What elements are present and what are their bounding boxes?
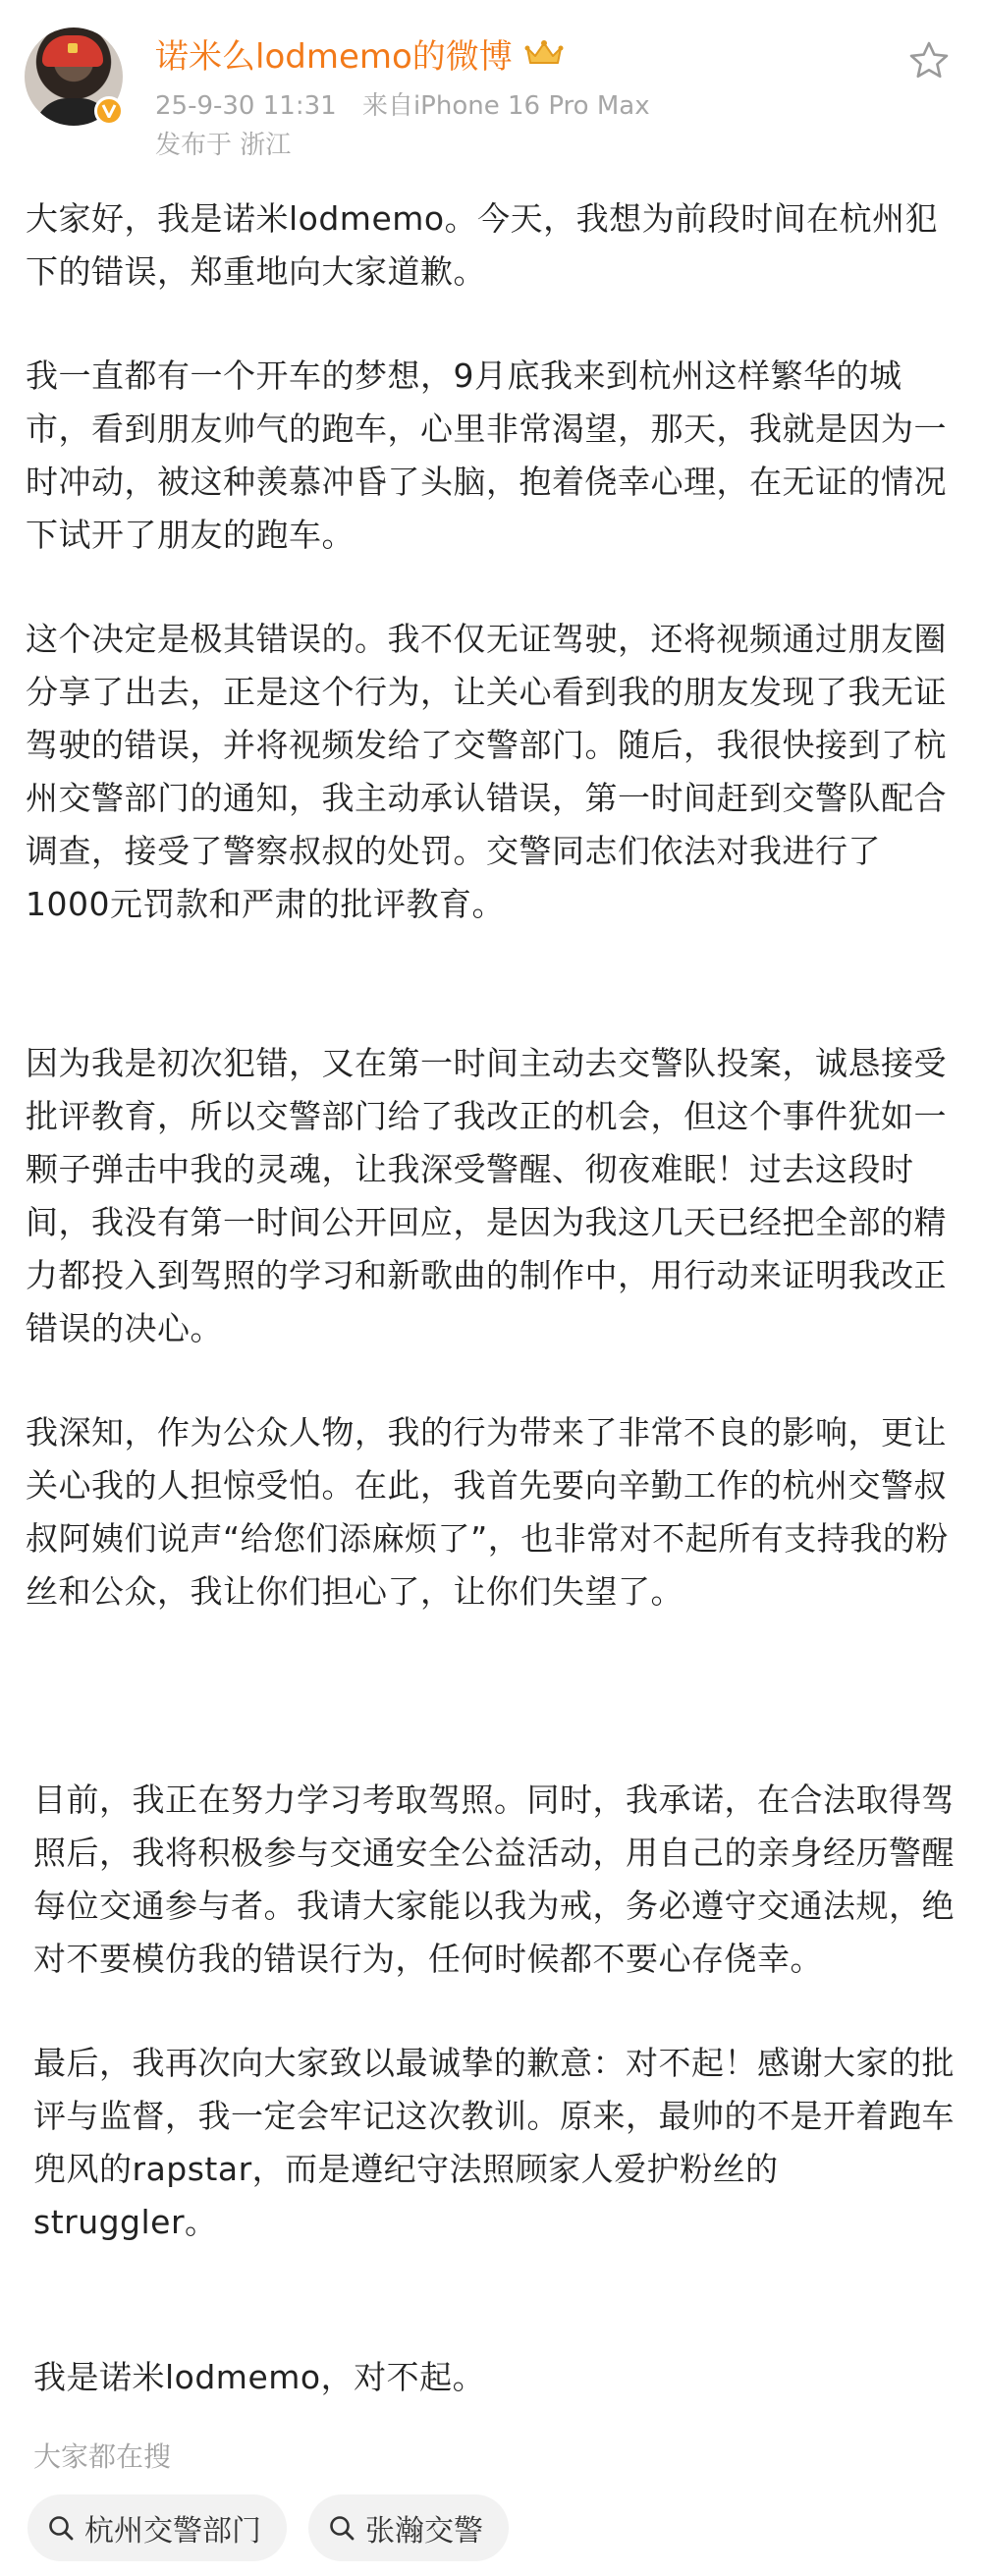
search-icon bbox=[328, 2514, 355, 2542]
post-meta bbox=[155, 88, 668, 124]
verified-badge-icon bbox=[94, 96, 124, 126]
post-location: 发布于 浙江 bbox=[155, 131, 292, 160]
favorite-button[interactable] bbox=[907, 39, 951, 82]
post-paragraph: 因为我是初次犯错，又在第一时间主动去交警队投案，诚恳接受批评教育，所以交警部门给了我改正的机会，但这个事件犹如一颗子弹击中我的灵魂，让我深受警醒、彻夜难眠！过去这段时间，我没有第一时间公开回应，是因为我这几天已经把全部的精力都投入到驾照的学习和新歌曲的制作中，用行动来证明我改正错误的决心。 bbox=[26, 1044, 947, 1347]
crown-icon bbox=[524, 35, 564, 79]
avatar-cap-shape bbox=[42, 35, 103, 67]
post-paragraph: 我一直都有一个开车的梦想，9月底我来到杭州这样繁华的城市，看到朋友帅气的跑车，心里非常渴望，那天，我就是因为一时冲动，被这种羡慕冲昏了头脑，抱着侥幸心理，在无证的情况下试开了朋友的跑车。 bbox=[26, 356, 947, 554]
author-name[interactable] bbox=[155, 35, 564, 79]
post-paragraph: 这个决定是极其错误的。我不仅无证驾驶，还将视频通过朋友圈分享了出去，正是这个行为，让关心看到我的朋友发现了我无证驾驶的错误，并将视频发给了交警部门。随后，我很快接到了杭州交警部门的通知，我主动承认错误，第一时间赶到交警队配合调查，接受了警察叔叔的处罚。交警同志们依法对我进行了1000元罚款和严肃的批评教育。 bbox=[26, 620, 947, 923]
author-name-text[interactable]: 诺米么lodmemo的微博 bbox=[155, 37, 513, 77]
post-paragraph: 目前，我正在努力学习考取驾照。同时，我承诺，在合法取得驾照后，我将积极参与交通安全公益活动，用自己的亲身经历警醒每位交通参与者。我请大家能以我为戒，务必遵守交通法规，绝对不要模仿我的错误行为，任何时候都不要心存侥幸。 bbox=[33, 1781, 955, 1978]
trending-search-chips bbox=[27, 2494, 509, 2561]
post-timestamp: 25-9-30 11:31 bbox=[155, 91, 337, 121]
star-outline-icon bbox=[907, 39, 951, 82]
post-paragraph: 大家好，我是诺米lodmemo。今天，我想为前段时间在杭州犯下的错误，郑重地向大家道歉。 bbox=[26, 199, 939, 291]
post-paragraph: 最后，我再次向大家致以最诚挚的歉意：对不起！感谢大家的批评与监督，我一定会牢记这次教训。原来，最帅的不是开着跑车兜风的rapstar，而是遵纪守法照顾家人爱护粉丝的struggler。 bbox=[33, 2044, 955, 2241]
post-header bbox=[0, 0, 984, 177]
trending-search-title: 大家都在搜 bbox=[33, 2440, 172, 2473]
search-chip[interactable] bbox=[27, 2494, 287, 2561]
search-chip[interactable] bbox=[308, 2494, 509, 2561]
search-icon bbox=[47, 2514, 75, 2542]
search-chip-label: 张瀚交警 bbox=[365, 2514, 483, 2549]
post-device: 来自iPhone 16 Pro Max bbox=[361, 91, 650, 121]
search-chip-label: 杭州交警部门 bbox=[84, 2514, 261, 2549]
post-paragraph: 我是诺米lodmemo，对不起。 bbox=[33, 2358, 486, 2396]
post-paragraph: 我深知，作为公众人物，我的行为带来了非常不良的影响，更让关心我的人担惊受怕。在此，我首先要向辛勤工作的杭州交警叔叔阿姨们说声“给您们添麻烦了”，也非常对不起所有支持我的粉丝和公众，我让你们担心了，让你们失望了。 bbox=[26, 1413, 949, 1611]
